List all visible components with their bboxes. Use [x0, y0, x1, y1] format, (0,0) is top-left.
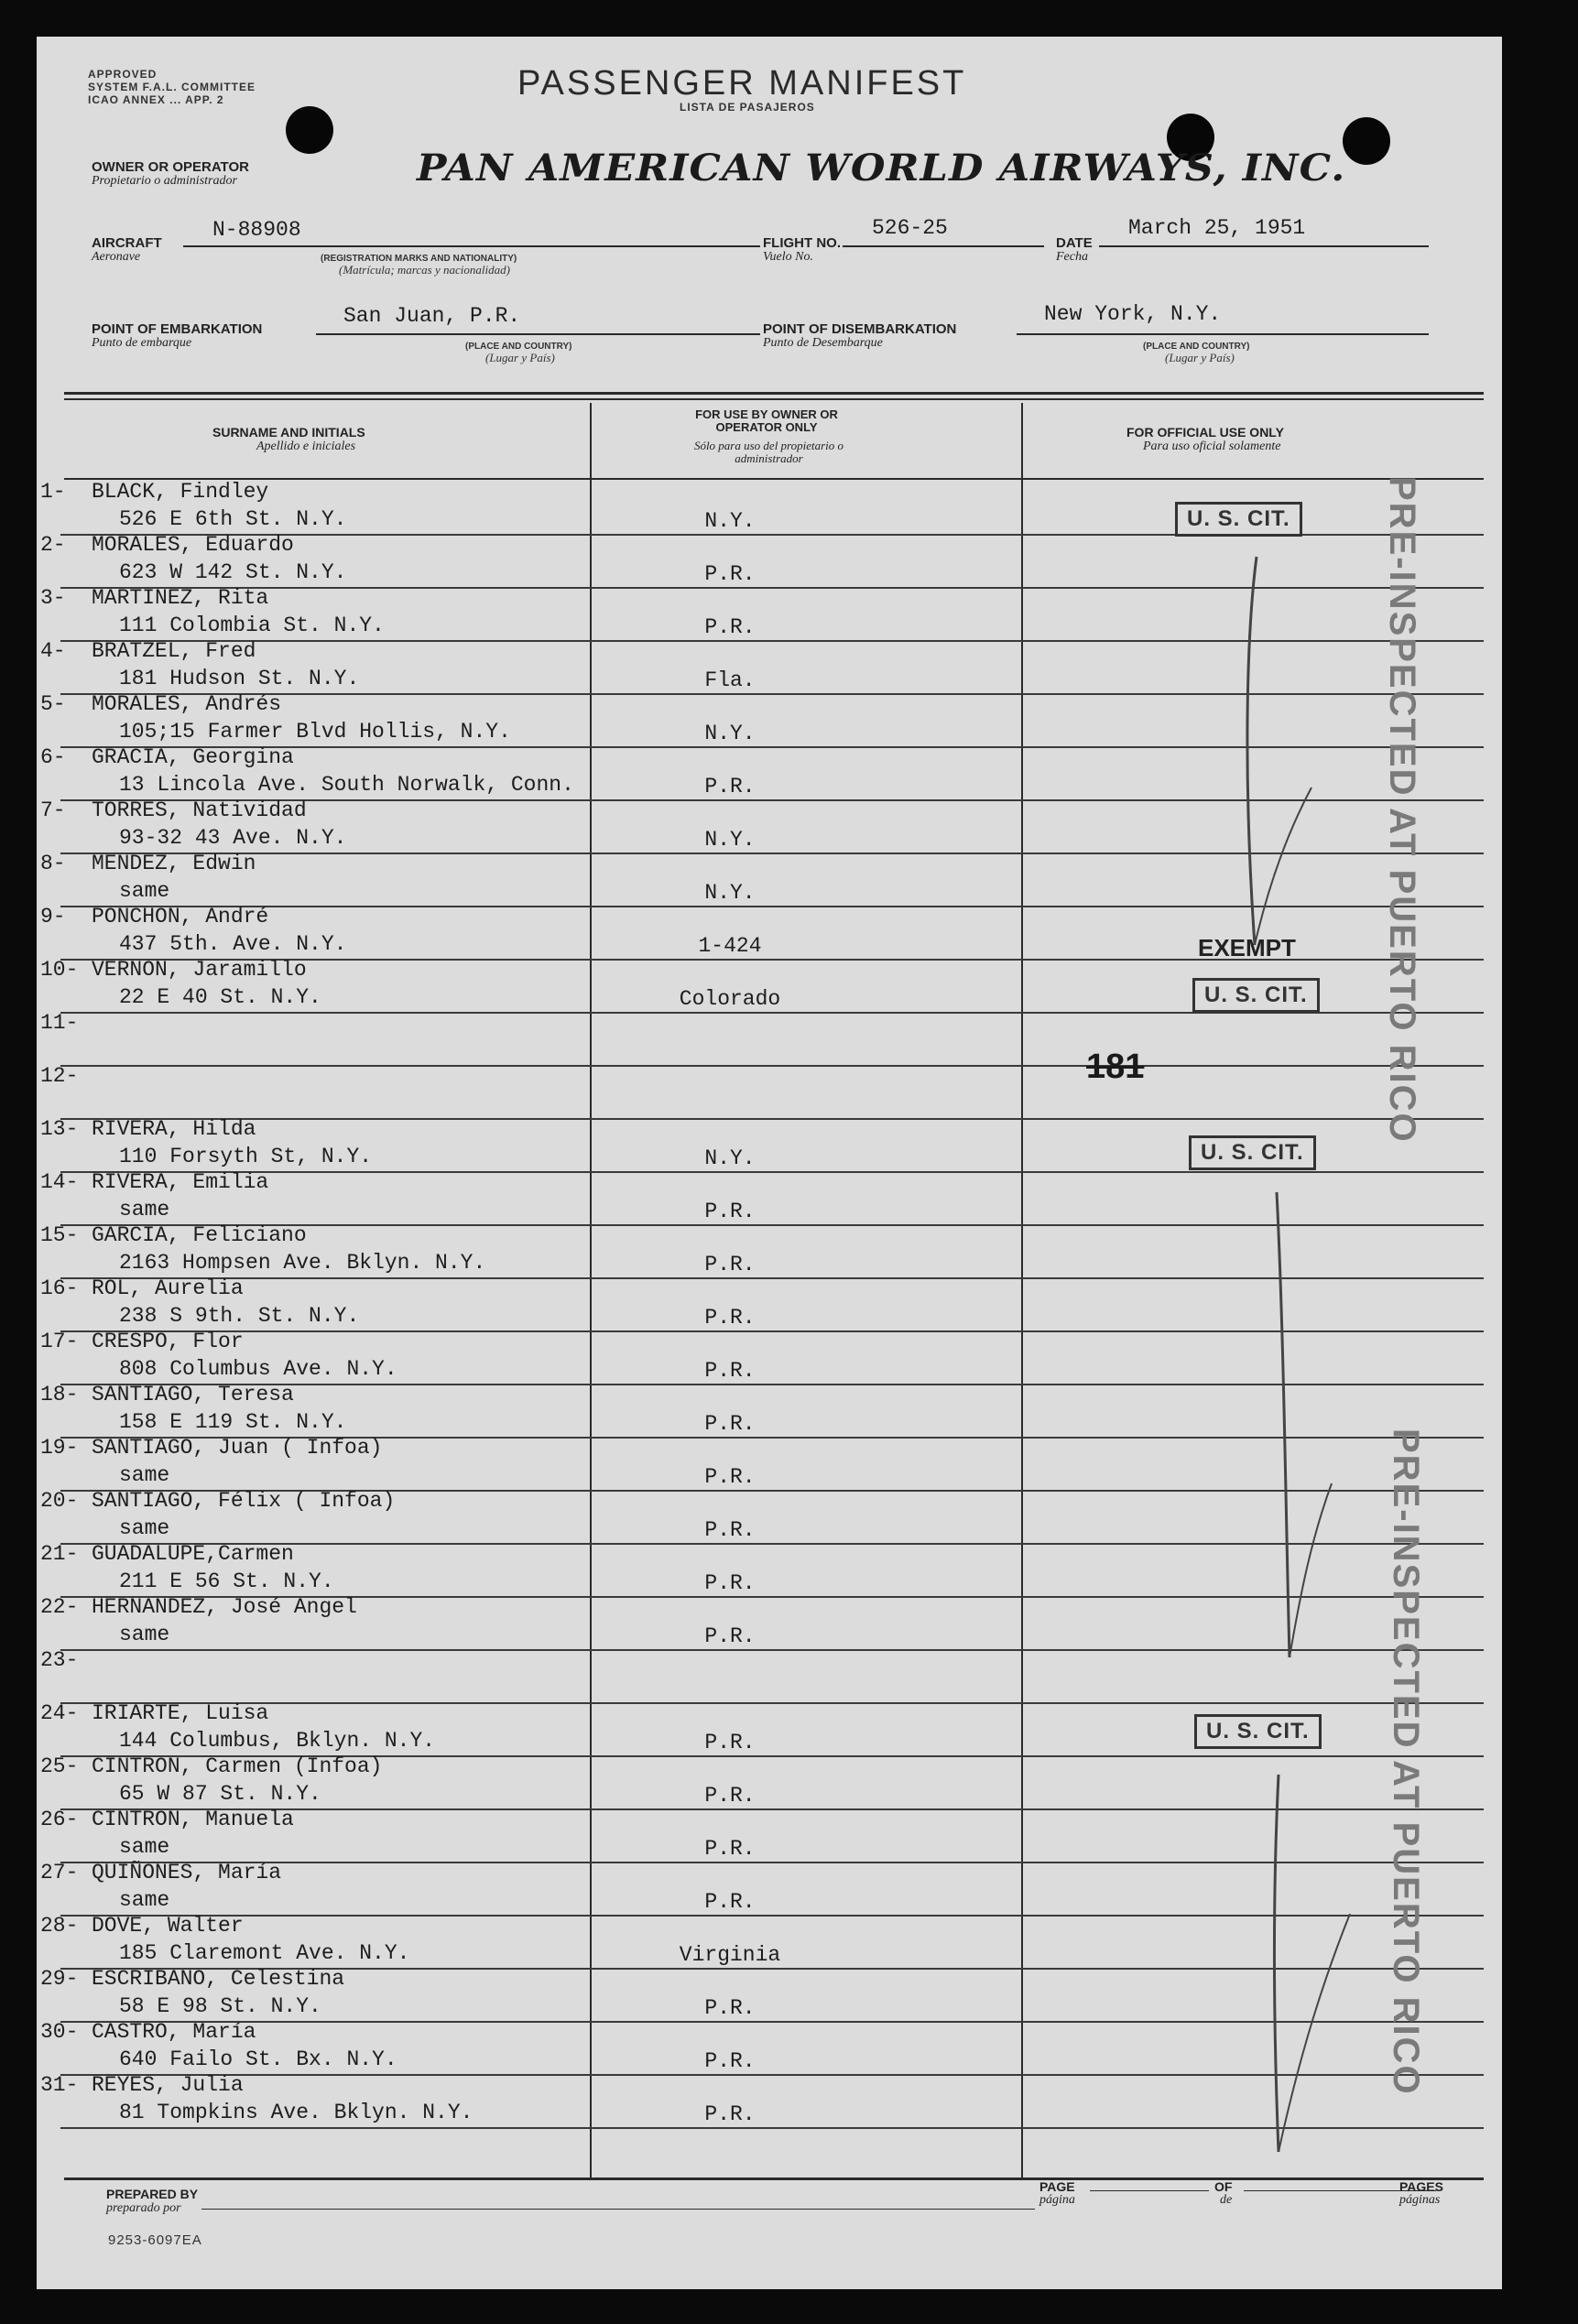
- passenger-owner-note: Colorado: [679, 987, 781, 1011]
- passenger-owner-note: P.R.: [704, 562, 756, 586]
- aircraft-value: N-88908: [212, 218, 301, 242]
- passenger-number: 15-: [40, 1223, 79, 1247]
- col-official-header-es: Para uso oficial solamente: [1143, 440, 1281, 453]
- passenger-name: DOVE, Walter: [92, 1914, 244, 1938]
- passenger-number: 19-: [40, 1436, 79, 1460]
- punch-hole: [286, 106, 333, 154]
- date-label: DATE: [1056, 235, 1093, 251]
- passenger-number: 25-: [40, 1754, 79, 1778]
- passenger-address: 185 Claremont Ave. N.Y.: [119, 1941, 410, 1965]
- passenger-number: 22-: [40, 1595, 79, 1619]
- passenger-address: 81 Tompkins Ave. Bklyn. N.Y.: [119, 2101, 473, 2124]
- col-surname-header-es: Apellido e iniciales: [256, 440, 356, 453]
- passenger-name: CRESPO, Flor: [92, 1330, 244, 1353]
- flight-label: FLIGHT NO.: [763, 235, 841, 251]
- passenger-name: CINTRON, Carmen (Infoa): [92, 1754, 383, 1778]
- passenger-owner-note: P.R.: [704, 1624, 756, 1648]
- passenger-name: RIVERA, Hilda: [92, 1117, 256, 1141]
- pages-label-es: páginas: [1399, 2193, 1441, 2207]
- passenger-address: 526 E 6th St. N.Y.: [119, 507, 347, 531]
- preinspected-stamp: PRE-INSPECTED AT PUERTO RICO: [1382, 476, 1422, 1144]
- page-label: PAGE: [1039, 2179, 1075, 2194]
- passenger-owner-note: N.Y.: [704, 828, 756, 852]
- aircraft-label: AIRCRAFT: [92, 235, 162, 251]
- passenger-number: 11-: [40, 1011, 79, 1035]
- passenger-name: IRIARTE, Luisa: [92, 1701, 269, 1725]
- date-label-es: Fecha: [1056, 250, 1088, 264]
- owner-label: OWNER OR OPERATOR: [92, 159, 249, 175]
- col-owner-header-es: Sólo para uso del propietario o administrador: [693, 439, 844, 465]
- passenger-address: same: [119, 1835, 170, 1859]
- passenger-name: ROL, Aurelia: [92, 1276, 244, 1300]
- us-citizen-stamp: U. S. CIT.: [1189, 1135, 1316, 1170]
- passenger-address: 144 Columbus, Bklyn. N.Y.: [119, 1729, 436, 1753]
- us-citizen-stamp: U. S. CIT.: [1192, 978, 1320, 1013]
- manifest-sheet: [37, 37, 1502, 2289]
- flight-label-es: Vuelo No.: [763, 250, 813, 264]
- handwritten-count: 181: [1086, 1048, 1145, 1086]
- passenger-owner-note: P.R.: [704, 1731, 756, 1754]
- date-value: March 25, 1951: [1128, 216, 1306, 240]
- passenger-address: same: [119, 1463, 170, 1487]
- passenger-owner-note: Virginia: [679, 1943, 781, 1967]
- page-title-es: LISTA DE PASAJEROS: [680, 101, 815, 114]
- passenger-name: GUADALUPE,Carmen: [92, 1542, 294, 1566]
- passenger-name: MORALES, Eduardo: [92, 533, 294, 557]
- disembark-place-note-es: (Lugar y País): [1165, 351, 1235, 364]
- passenger-name: HERNANDEZ, José Angel: [92, 1595, 357, 1619]
- passenger-name: SANTIAGO, Félix ( Infoa): [92, 1489, 396, 1513]
- col-surname-header: SURNAME AND INITIALS: [212, 425, 365, 440]
- passenger-name: BLACK, Findley: [92, 480, 269, 504]
- passenger-owner-note: P.R.: [704, 1518, 756, 1542]
- passenger-address: 13 Lincola Ave. South Norwalk, Conn.: [119, 773, 574, 797]
- us-citizen-stamp: U. S. CIT.: [1175, 502, 1302, 537]
- pencil-marks: [1026, 513, 1410, 2161]
- passenger-address: 181 Hudson St. N.Y.: [119, 667, 360, 690]
- passenger-number: 9-: [40, 905, 66, 929]
- passenger-address: 211 E 56 St. N.Y.: [119, 1569, 334, 1593]
- col-official-header: FOR OFFICIAL USE ONLY: [1126, 425, 1284, 440]
- passenger-owner-note: P.R.: [704, 615, 756, 639]
- passenger-name: VERNON, Jaramillo: [92, 958, 307, 982]
- passenger-owner-note: P.R.: [704, 775, 756, 798]
- passenger-name: MORALES, Andrés: [92, 692, 282, 716]
- embark-place-note-es: (Lugar y País): [485, 351, 555, 364]
- passenger-address: 65 W 87 St. N.Y.: [119, 1782, 321, 1806]
- embark-place-note: (PLACE AND COUNTRY): [465, 342, 572, 352]
- approval-line: SYSTEM F.A.L. COMMITTEE: [88, 81, 256, 93]
- passenger-owner-note: Fla.: [704, 668, 756, 692]
- col-owner-header: FOR USE BY OWNER OR OPERATOR ONLY: [695, 407, 838, 434]
- embarkation-label-es: Punto de embarque: [92, 336, 192, 350]
- passenger-owner-note: P.R.: [704, 1253, 756, 1276]
- passenger-number: 28-: [40, 1914, 79, 1938]
- approval-block: [88, 68, 256, 106]
- passenger-address: 110 Forsyth St, N.Y.: [119, 1145, 373, 1168]
- passenger-owner-note: P.R.: [704, 2102, 756, 2126]
- passenger-name: REYES, Julia: [92, 2073, 244, 2097]
- passenger-number: 31-: [40, 2073, 79, 2097]
- passenger-owner-note: P.R.: [704, 1412, 756, 1436]
- passenger-number: 16-: [40, 1276, 79, 1300]
- passenger-number: 1-: [40, 480, 66, 504]
- passenger-number: 20-: [40, 1489, 79, 1513]
- passenger-number: 18-: [40, 1383, 79, 1406]
- passenger-address: 105;15 Farmer Blvd Hollis, N.Y.: [119, 720, 511, 744]
- passenger-number: 13-: [40, 1117, 79, 1141]
- passenger-number: 26-: [40, 1808, 79, 1831]
- passenger-name: QUIÑONES, María: [92, 1861, 282, 1884]
- passenger-owner-note: P.R.: [704, 1837, 756, 1861]
- disembark-place-note: (PLACE AND COUNTRY): [1143, 342, 1250, 352]
- of-label-es: de: [1220, 2193, 1233, 2207]
- passenger-owner-note: P.R.: [704, 1359, 756, 1383]
- passenger-name: GARCIA, Feliciano: [92, 1223, 307, 1247]
- passenger-address: 22 E 40 St. N.Y.: [119, 985, 321, 1009]
- page-title: PASSENGER MANIFEST: [517, 64, 967, 103]
- passenger-number: 6-: [40, 745, 66, 769]
- passenger-name: SANTIAGO, Teresa: [92, 1383, 294, 1406]
- passenger-number: 12-: [40, 1064, 79, 1088]
- passenger-address: same: [119, 879, 170, 903]
- punch-hole: [1343, 117, 1390, 165]
- passenger-owner-note: 1-424: [698, 934, 762, 958]
- passenger-name: TORRES, Natividad: [92, 798, 307, 822]
- passenger-owner-note: P.R.: [704, 1890, 756, 1914]
- approval-line: ICAO ANNEX ... APP. 2: [88, 93, 224, 106]
- passenger-name: ESCRIBANO, Celestina: [92, 1967, 345, 1991]
- exempt-mark: EXEMPT: [1198, 934, 1296, 961]
- passenger-address: 93-32 43 Ave. N.Y.: [119, 826, 347, 850]
- passenger-number: 7-: [40, 798, 66, 822]
- passenger-owner-note: P.R.: [704, 2049, 756, 2073]
- registration-note: (REGISTRATION MARKS AND NATIONALITY): [321, 254, 517, 264]
- aircraft-label-es: Aeronave: [92, 250, 141, 264]
- passenger-number: 14-: [40, 1170, 79, 1194]
- passenger-owner-note: P.R.: [704, 1571, 756, 1595]
- owner-label-es: Propietario o administrador: [92, 174, 237, 188]
- passenger-name: GRACIA, Georgina: [92, 745, 294, 769]
- approval-line: APPROVED: [88, 68, 158, 81]
- passenger-address: 623 W 142 St. N.Y.: [119, 560, 347, 584]
- passenger-number: 24-: [40, 1701, 79, 1725]
- passenger-number: 17-: [40, 1330, 79, 1353]
- disembarkation-label-es: Punto de Desembarque: [763, 336, 883, 350]
- passenger-address: same: [119, 1888, 170, 1912]
- passenger-owner-note: P.R.: [704, 1784, 756, 1808]
- passenger-address: same: [119, 1198, 170, 1222]
- passenger-name: CASTRO, María: [92, 2020, 256, 2044]
- passenger-number: 4-: [40, 639, 66, 663]
- flight-number-value: 526-25: [872, 216, 948, 240]
- form-number: 9253-6097EA: [108, 2232, 202, 2248]
- passenger-number: 29-: [40, 1967, 79, 1991]
- passenger-owner-note: N.Y.: [704, 881, 756, 905]
- passenger-number: 30-: [40, 2020, 79, 2044]
- passenger-owner-note: N.Y.: [704, 722, 756, 745]
- passenger-owner-note: N.Y.: [704, 509, 756, 533]
- passenger-number: 21-: [40, 1542, 79, 1566]
- passenger-name: CINTRON, Manuela: [92, 1808, 294, 1831]
- passenger-address: 58 E 98 St. N.Y.: [119, 1994, 321, 2018]
- disembarkation-value: New York, N.Y.: [1044, 302, 1222, 326]
- passenger-number: 2-: [40, 533, 66, 557]
- preinspected-stamp: PRE-INSPECTED AT PUERTO RICO: [1386, 1428, 1426, 2096]
- passenger-number: 8-: [40, 852, 66, 875]
- passenger-address: same: [119, 1623, 170, 1646]
- passenger-address: 238 S 9th. St. N.Y.: [119, 1304, 360, 1328]
- passenger-owner-note: P.R.: [704, 1465, 756, 1489]
- passenger-name: MENDEZ, Edwin: [92, 852, 256, 875]
- passenger-name: SANTIAGO, Juan ( Infoa): [92, 1436, 383, 1460]
- passenger-number: 5-: [40, 692, 66, 716]
- passenger-owner-note: P.R.: [704, 1996, 756, 2020]
- passenger-address: same: [119, 1516, 170, 1540]
- registration-note-es: (Matrícula; marcas y nacionalidad): [339, 263, 510, 277]
- passenger-address: 158 E 119 St. N.Y.: [119, 1410, 347, 1434]
- passenger-address: 2163 Hompsen Ave. Bklyn. N.Y.: [119, 1251, 486, 1275]
- passenger-name: MARTINEZ, Rita: [92, 586, 269, 610]
- passenger-number: 10-: [40, 958, 79, 982]
- passenger-owner-note: N.Y.: [704, 1146, 756, 1170]
- prepared-by-label: PREPARED BY: [106, 2187, 199, 2201]
- prepared-by-label-es: preparado por: [106, 2201, 181, 2215]
- passenger-address: 808 Columbus Ave. N.Y.: [119, 1357, 397, 1381]
- of-label: OF: [1214, 2179, 1233, 2194]
- passenger-number: 23-: [40, 1648, 79, 1672]
- passenger-name: BRATZEL, Fred: [92, 639, 256, 663]
- passenger-number: 27-: [40, 1861, 79, 1884]
- company-name: PAN AMERICAN WORLD AIRWAYS, INC.: [417, 147, 1346, 190]
- passenger-address: 437 5th. Ave. N.Y.: [119, 932, 347, 956]
- passenger-owner-note: P.R.: [704, 1306, 756, 1330]
- passenger-address: 111 Colombia St. N.Y.: [119, 614, 385, 637]
- embarkation-value: San Juan, P.R.: [343, 304, 521, 328]
- us-citizen-stamp: U. S. CIT.: [1194, 1714, 1322, 1749]
- passenger-number: 3-: [40, 586, 66, 610]
- passenger-name: RIVERA, Emilia: [92, 1170, 269, 1194]
- pages-label: PAGES: [1399, 2179, 1443, 2194]
- disembarkation-label: POINT OF DISEMBARKATION: [763, 321, 957, 337]
- passenger-owner-note: P.R.: [704, 1200, 756, 1223]
- passenger-address: 640 Failo St. Bx. N.Y.: [119, 2047, 397, 2071]
- passenger-name: PONCHON, André: [92, 905, 269, 929]
- embarkation-label: POINT OF EMBARKATION: [92, 321, 263, 337]
- page-label-es: página: [1039, 2193, 1075, 2207]
